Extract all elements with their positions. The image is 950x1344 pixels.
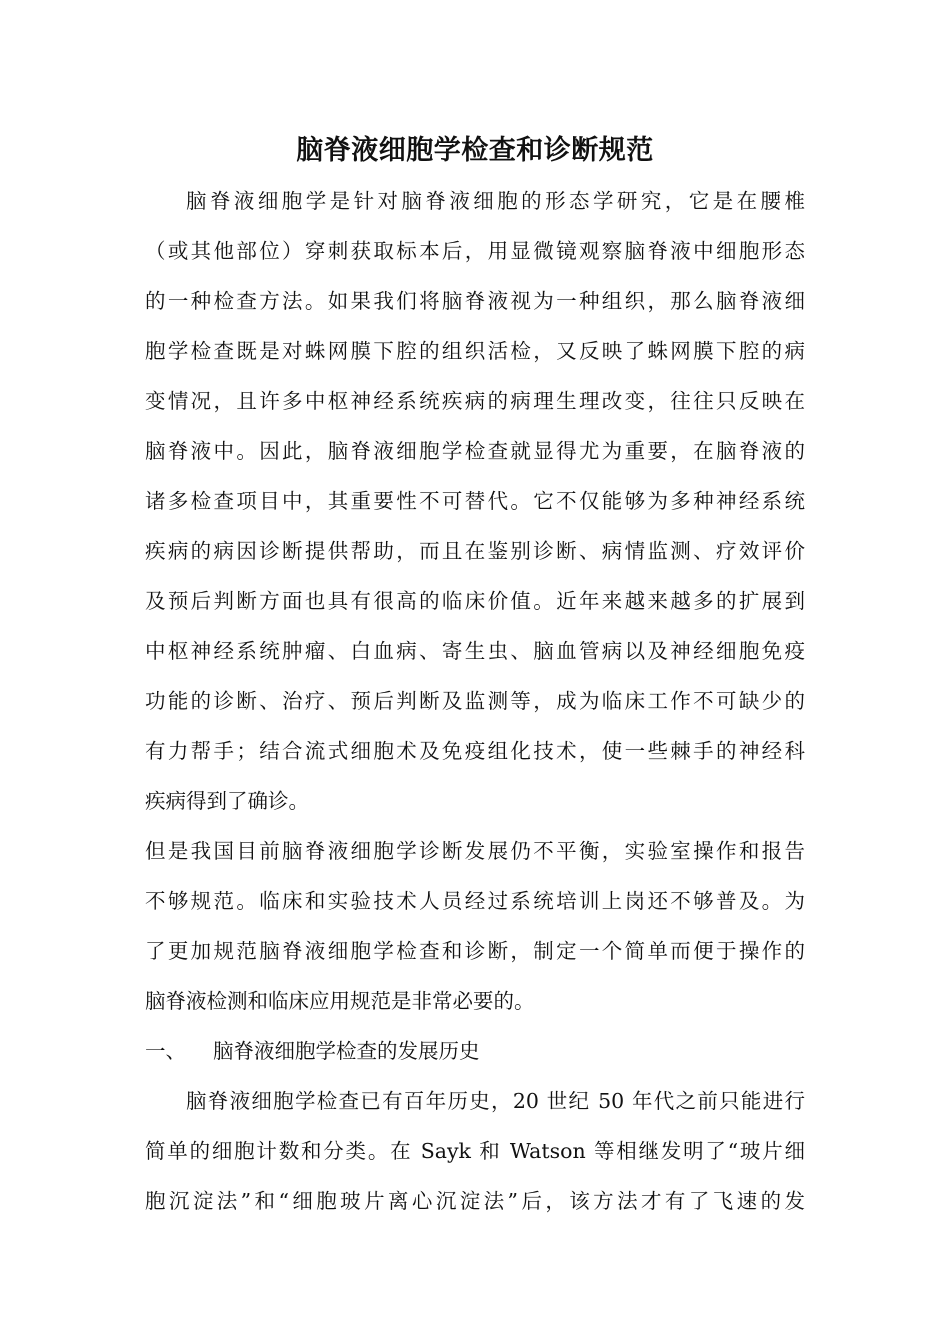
paragraph-intro-lines xyxy=(145,176,805,826)
text-line: 及预后判断方面也具有很高的临床价值。近年来越来越多的扩展到 xyxy=(145,589,805,613)
text-line: 功能的诊断、治疗、预后判断及监测等，成为临床工作不可缺少的 xyxy=(145,689,805,713)
document-title: 脑脊液细胞学检查和诊断规范 xyxy=(296,135,654,166)
text-line: 有力帮手；结合流式细胞术及免疫组化技术，使一些棘手的神经科 xyxy=(145,739,805,763)
text-line: （或其他部位）穿刺获取标本后，用显微镜观察脑脊液中细胞形态 xyxy=(145,239,805,263)
paragraph-history xyxy=(145,1076,805,1226)
text-line: 不够规范。临床和实验技术人员经过系统培训上岗还不够普及。为 xyxy=(145,889,805,913)
text-line: 脑脊液细胞学检查已有百年历史，20 世纪 50 年代之前只能进行 xyxy=(186,1089,805,1113)
paragraph-history-lines xyxy=(145,1076,805,1226)
document-page xyxy=(145,126,805,1226)
text-line: 变情况，且许多中枢神经系统疾病的病理生理改变，往往只反映在 xyxy=(145,389,805,413)
text-line: 的一种检查方法。如果我们将脑脊液视为一种组织，那么脑脊液细 xyxy=(145,289,805,313)
text-line: 简单的细胞计数和分类。在 Sayk 和 Watson 等相继发明了“玻片细 xyxy=(145,1139,805,1163)
text-line: 但是我国目前脑脊液细胞学诊断发展仍不平衡，实验室操作和报告 xyxy=(145,839,805,863)
paragraph-intro xyxy=(145,176,805,826)
text-line: 胞学检查既是对蛛网膜下腔的组织活检，又反映了蛛网膜下腔的病 xyxy=(145,339,805,363)
text-line: 疾病得到了确诊。 xyxy=(145,789,309,813)
section-title: 脑脊液细胞学检查的发展历史 xyxy=(213,1039,480,1063)
text-line: 脑脊液检测和临床应用规范是非常必要的。 xyxy=(145,989,535,1013)
text-line: 了更加规范脑脊液细胞学检查和诊断，制定一个简单而便于操作的 xyxy=(145,939,805,963)
section-heading-history xyxy=(145,1026,805,1076)
text-line: 疾病的病因诊断提供帮助，而且在鉴别诊断、病情监测、疗效评价 xyxy=(145,539,805,563)
text-line: 脑脊液中。因此，脑脊液细胞学检查就显得尤为重要，在脑脊液的 xyxy=(145,439,805,463)
paragraph-current-status-lines xyxy=(145,826,805,1026)
text-line: 诸多检查项目中，其重要性不可替代。它不仅能够为多种神经系统 xyxy=(145,489,805,513)
text-line: 胞沉淀法”和“细胞玻片离心沉淀法”后，该方法才有了飞速的发 xyxy=(145,1189,805,1213)
paragraph-current-status xyxy=(145,826,805,1026)
section-number: 一、 xyxy=(145,1039,186,1063)
text-line: 中枢神经系统肿瘤、白血病、寄生虫、脑血管病以及神经细胞免疫 xyxy=(145,639,805,663)
text-line: 脑脊液细胞学是针对脑脊液细胞的形态学研究，它是在腰椎 xyxy=(186,189,805,213)
